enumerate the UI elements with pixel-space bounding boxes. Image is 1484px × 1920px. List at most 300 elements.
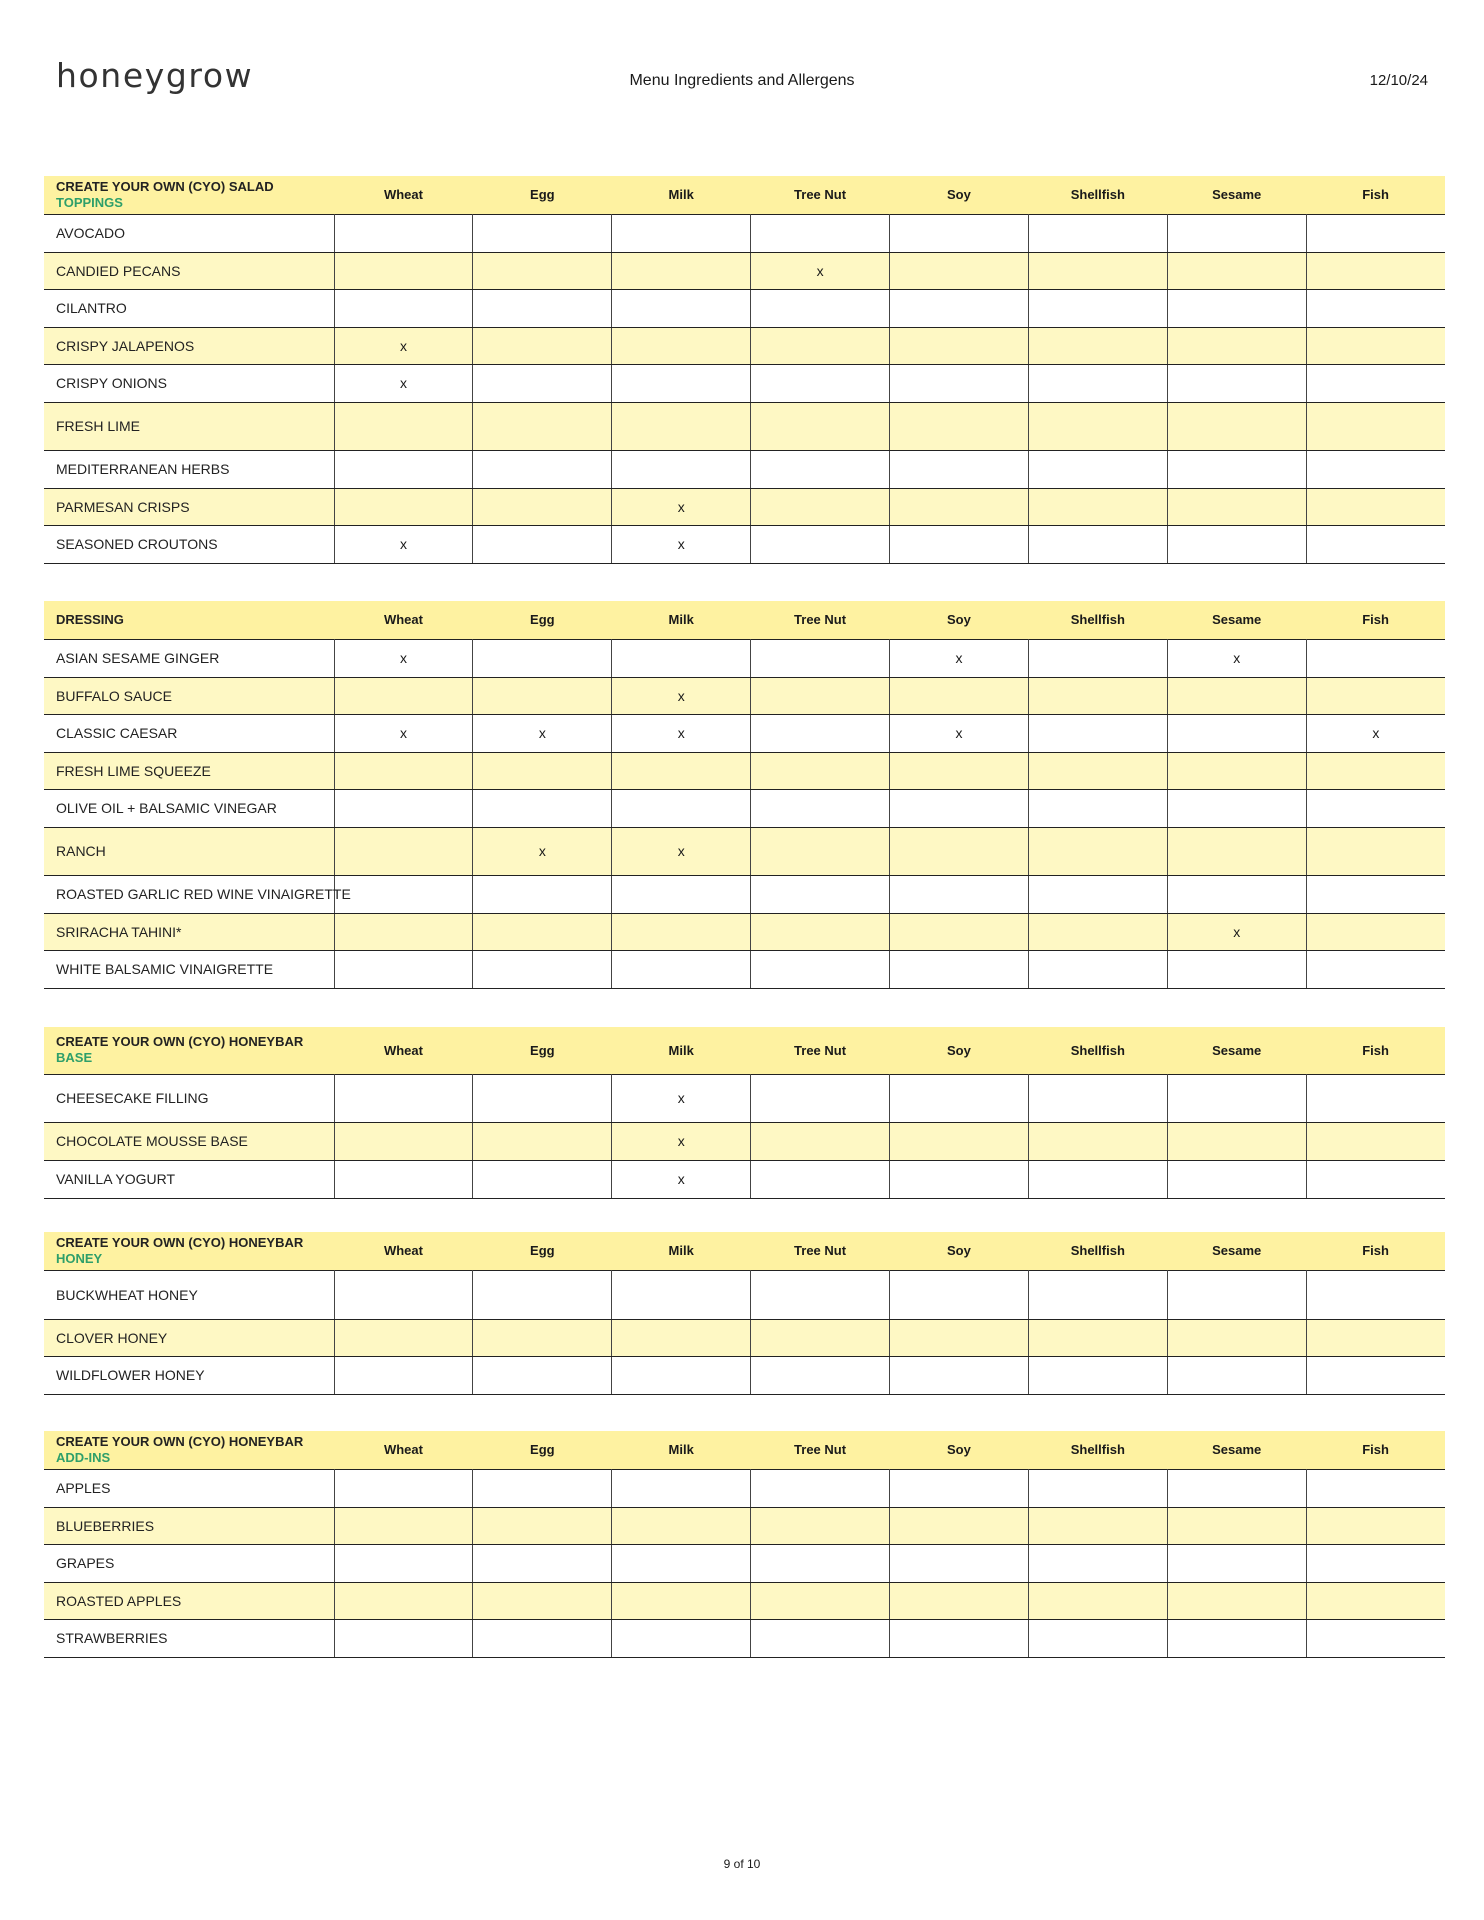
table-row (44, 450, 1445, 488)
allergen-cell: x (473, 714, 612, 752)
allergen-cell (1167, 327, 1306, 364)
allergen-cell (334, 1270, 473, 1319)
column-header-fish: Fish (1362, 1442, 1389, 1458)
allergen-cell: x (751, 252, 890, 289)
menu-item-name: CANDIED PECANS (44, 252, 334, 289)
allergen-cell (1028, 827, 1167, 875)
allergen-cell (1028, 402, 1167, 450)
allergen-table (44, 1232, 1445, 1395)
column-header-sesame: Sesame (1212, 1442, 1262, 1458)
table-row (44, 1270, 1445, 1319)
table-header-row (44, 1027, 1445, 1074)
allergen-cell (890, 364, 1029, 402)
allergen-cell (612, 1582, 751, 1619)
menu-item-name: WILDFLOWER HONEY (44, 1356, 334, 1394)
allergen-cell (1028, 1619, 1167, 1657)
table-row (44, 1507, 1445, 1544)
column-header-tree-nut: Tree Nut (794, 612, 847, 628)
allergen-cell (473, 639, 612, 677)
allergen-cell (1306, 1469, 1445, 1507)
allergen-cell: x (612, 677, 751, 714)
allergen-cell (612, 1507, 751, 1544)
allergen-cell (751, 327, 890, 364)
allergen-cell (612, 364, 751, 402)
menu-item-name: WHITE BALSAMIC VINAIGRETTE (44, 950, 334, 988)
allergen-cell (612, 289, 751, 327)
allergen-cell (1028, 1319, 1167, 1356)
column-header-wheat: Wheat (383, 612, 423, 628)
section-subtitle: BASE (56, 1050, 93, 1066)
menu-item-name: MEDITERRANEAN HERBS (44, 450, 334, 488)
allergen-cell (334, 1319, 473, 1356)
allergen-cell (612, 639, 751, 677)
table-row (44, 1619, 1445, 1657)
allergen-cell (473, 950, 612, 988)
section-heading (44, 1232, 334, 1270)
allergen-cell (1167, 214, 1306, 252)
allergen-cell (751, 289, 890, 327)
section-title: CREATE YOUR OWN (CYO) HONEYBAR (56, 1234, 304, 1250)
allergen-cell (1028, 1074, 1167, 1122)
allergen-cell (751, 1160, 890, 1198)
menu-item-name: FRESH LIME SQUEEZE (44, 752, 334, 789)
section-subtitle: HONEY (56, 1250, 103, 1266)
allergen-cell (473, 1270, 612, 1319)
allergen-cell: x (612, 1074, 751, 1122)
table-row (44, 525, 1445, 563)
allergen-cell (473, 1544, 612, 1582)
allergen-cell (1028, 789, 1167, 827)
column-header-shellfish: Shellfish (1070, 1042, 1125, 1058)
allergen-cell (1167, 450, 1306, 488)
table-row (44, 950, 1445, 988)
allergen-cell (751, 1619, 890, 1657)
allergen-cell (1306, 252, 1445, 289)
column-header-fish: Fish (1362, 187, 1389, 203)
allergen-cell (890, 525, 1029, 563)
allergen-cell (751, 1544, 890, 1582)
menu-item-name: BUFFALO SAUCE (44, 677, 334, 714)
allergen-cell (473, 1160, 612, 1198)
allergen-cell (1028, 1507, 1167, 1544)
allergen-cell (1167, 488, 1306, 525)
allergen-cell (1167, 525, 1306, 563)
allergen-cell (1028, 364, 1167, 402)
allergen-cell (1306, 950, 1445, 988)
column-header-milk: Milk (668, 1442, 694, 1458)
allergen-cell (473, 1469, 612, 1507)
allergen-cell (1167, 789, 1306, 827)
allergen-cell (890, 214, 1029, 252)
allergen-cell (751, 875, 890, 913)
allergen-cell (612, 789, 751, 827)
page-number: 9 of 10 (723, 1857, 761, 1871)
menu-item-name: CRISPY JALAPENOS (44, 327, 334, 364)
menu-item-name: CILANTRO (44, 289, 334, 327)
column-header-egg: Egg (530, 1243, 555, 1259)
allergen-cell (1306, 827, 1445, 875)
allergen-cell (612, 402, 751, 450)
allergen-cell (473, 252, 612, 289)
allergen-cell: x (612, 525, 751, 563)
allergen-cell (334, 214, 473, 252)
table-header-row (44, 1431, 1445, 1469)
allergen-cell (473, 789, 612, 827)
allergen-cell (612, 1319, 751, 1356)
column-header-sesame: Sesame (1212, 1042, 1262, 1058)
allergen-cell (612, 1356, 751, 1394)
column-header-fish: Fish (1362, 1042, 1389, 1058)
allergen-cell (1306, 402, 1445, 450)
allergen-cell (751, 913, 890, 950)
table-row (44, 1582, 1445, 1619)
table-row (44, 1469, 1445, 1507)
allergen-cell (334, 875, 473, 913)
allergen-cell (890, 402, 1029, 450)
menu-item-name: CLOVER HONEY (44, 1319, 334, 1356)
column-header-shellfish: Shellfish (1070, 1442, 1125, 1458)
allergen-cell (751, 402, 890, 450)
allergen-cell (1306, 1582, 1445, 1619)
section-title: CREATE YOUR OWN (CYO) HONEYBAR (56, 1433, 304, 1449)
allergen-cell (1306, 214, 1445, 252)
allergen-cell (473, 289, 612, 327)
allergen-cell: x (334, 327, 473, 364)
allergen-cell: x (612, 714, 751, 752)
allergen-cell (334, 1507, 473, 1544)
allergen-cell (1306, 677, 1445, 714)
allergen-cell (751, 214, 890, 252)
allergen-cell (1306, 289, 1445, 327)
section-title: CREATE YOUR OWN (CYO) HONEYBAR (56, 1034, 304, 1050)
allergen-cell (1028, 1122, 1167, 1160)
column-header-sesame: Sesame (1212, 612, 1262, 628)
allergen-cell (473, 402, 612, 450)
table-row (44, 252, 1445, 289)
allergen-cell (473, 1319, 612, 1356)
allergen-cell (612, 913, 751, 950)
allergen-cell: x (334, 525, 473, 563)
allergen-cell (473, 1356, 612, 1394)
allergen-cell (1028, 525, 1167, 563)
allergen-cell (1028, 639, 1167, 677)
column-header-fish: Fish (1362, 612, 1389, 628)
allergen-cell: x (334, 714, 473, 752)
allergen-cell: x (612, 1160, 751, 1198)
allergen-cell (1167, 1582, 1306, 1619)
allergen-cell (1028, 1544, 1167, 1582)
allergen-cell (890, 327, 1029, 364)
allergen-cell (1028, 677, 1167, 714)
allergen-cell (1167, 1356, 1306, 1394)
allergen-cell (1306, 1507, 1445, 1544)
allergen-cell (473, 488, 612, 525)
allergen-cell (1167, 875, 1306, 913)
column-header-milk: Milk (668, 187, 694, 203)
table-row (44, 1319, 1445, 1356)
allergen-cell (1167, 1319, 1306, 1356)
allergen-cell: x (334, 639, 473, 677)
allergen-cell (1028, 714, 1167, 752)
allergen-cell (1028, 950, 1167, 988)
menu-item-name: ASIAN SESAME GINGER (44, 639, 334, 677)
allergen-cell (334, 1469, 473, 1507)
allergen-cell (890, 289, 1029, 327)
allergen-cell (1028, 1270, 1167, 1319)
allergen-cell: x (890, 639, 1029, 677)
menu-item-name: FRESH LIME (44, 402, 334, 450)
table-row (44, 327, 1445, 364)
allergen-cell (1028, 1582, 1167, 1619)
allergen-cell (334, 677, 473, 714)
allergen-cell (1167, 364, 1306, 402)
section-heading (44, 1027, 334, 1074)
table-row (44, 1544, 1445, 1582)
allergen-cell (1167, 402, 1306, 450)
column-header-soy: Soy (947, 1243, 971, 1259)
allergen-cell (1306, 488, 1445, 525)
column-header-milk: Milk (668, 1243, 694, 1259)
section-title: CREATE YOUR OWN (CYO) SALAD (56, 178, 274, 194)
allergen-cell (334, 752, 473, 789)
allergen-cell (890, 450, 1029, 488)
allergen-cell: x (334, 364, 473, 402)
table-row (44, 827, 1445, 875)
column-header-tree-nut: Tree Nut (794, 1042, 847, 1058)
menu-item-name: CHOCOLATE MOUSSE BASE (44, 1122, 334, 1160)
allergen-cell (890, 677, 1029, 714)
allergen-cell (612, 1270, 751, 1319)
allergen-cell (890, 488, 1029, 525)
table-row (44, 1160, 1445, 1198)
allergen-cell (751, 714, 890, 752)
column-header-sesame: Sesame (1212, 187, 1262, 203)
table-row (44, 364, 1445, 402)
allergen-cell (751, 1507, 890, 1544)
allergen-cell (1028, 450, 1167, 488)
column-header-egg: Egg (530, 1442, 555, 1458)
allergen-cell (1167, 1074, 1306, 1122)
allergen-cell: x (1167, 639, 1306, 677)
allergen-cell (751, 950, 890, 988)
allergen-cell (890, 1319, 1029, 1356)
column-header-soy: Soy (947, 187, 971, 203)
allergen-cell (1028, 752, 1167, 789)
allergen-cell (1306, 450, 1445, 488)
menu-item-name: GRAPES (44, 1544, 334, 1582)
column-header-egg: Egg (530, 612, 555, 628)
allergen-cell (334, 1122, 473, 1160)
allergen-cell (1167, 1507, 1306, 1544)
allergen-cell (751, 450, 890, 488)
menu-item-name: CLASSIC CAESAR (44, 714, 334, 752)
allergen-cell (751, 525, 890, 563)
table-row (44, 214, 1445, 252)
allergen-cell (1167, 1122, 1306, 1160)
table-row (44, 714, 1445, 752)
allergen-cell (612, 950, 751, 988)
allergen-cell (334, 950, 473, 988)
allergen-cell (334, 252, 473, 289)
allergen-cell (1167, 677, 1306, 714)
allergen-cell (890, 1356, 1029, 1394)
column-header-soy: Soy (947, 1042, 971, 1058)
allergen-cell (334, 1356, 473, 1394)
allergen-cell (1028, 214, 1167, 252)
allergen-cell (1306, 1356, 1445, 1394)
allergen-cell (1028, 875, 1167, 913)
allergen-cell (473, 913, 612, 950)
allergen-cell (1167, 289, 1306, 327)
allergen-cell (612, 1544, 751, 1582)
allergen-cell (334, 1582, 473, 1619)
column-header-milk: Milk (668, 1042, 694, 1058)
allergen-cell (751, 1319, 890, 1356)
allergen-cell (751, 1074, 890, 1122)
allergen-cell (890, 1507, 1029, 1544)
allergen-cell (473, 364, 612, 402)
allergen-cell (751, 1270, 890, 1319)
allergen-cell (1028, 1469, 1167, 1507)
column-header-shellfish: Shellfish (1070, 612, 1125, 628)
allergen-cell (334, 488, 473, 525)
column-header-tree-nut: Tree Nut (794, 187, 847, 203)
menu-item-name: ROASTED GARLIC RED WINE VINAIGRETTE (44, 875, 334, 913)
table-row (44, 488, 1445, 525)
allergen-cell (1167, 1544, 1306, 1582)
column-header-wheat: Wheat (383, 1243, 423, 1259)
allergen-cell (1306, 875, 1445, 913)
section-subtitle: ADD-INS (56, 1449, 111, 1465)
column-header-tree-nut: Tree Nut (794, 1243, 847, 1259)
allergen-cell (1167, 950, 1306, 988)
table-row (44, 752, 1445, 789)
allergen-cell (890, 1582, 1029, 1619)
allergen-cell (751, 677, 890, 714)
menu-item-name: PARMESAN CRISPS (44, 488, 334, 525)
column-header-egg: Egg (530, 187, 555, 203)
menu-item-name: AVOCADO (44, 214, 334, 252)
menu-item-name: SEASONED CROUTONS (44, 525, 334, 563)
allergen-table (44, 1431, 1445, 1658)
allergen-cell (890, 1544, 1029, 1582)
allergen-cell (751, 752, 890, 789)
allergen-cell (473, 450, 612, 488)
allergen-cell (612, 1469, 751, 1507)
brand-logo: honeygrow (56, 56, 254, 95)
document-date: 12/10/24 (1369, 72, 1428, 89)
allergen-cell (1306, 1319, 1445, 1356)
allergen-cell (473, 875, 612, 913)
allergen-cell (890, 1619, 1029, 1657)
section-heading (44, 1431, 334, 1469)
menu-item-name: CHEESECAKE FILLING (44, 1074, 334, 1122)
table-row (44, 789, 1445, 827)
column-header-wheat: Wheat (383, 1442, 423, 1458)
allergen-cell (890, 1074, 1029, 1122)
allergen-cell (890, 1160, 1029, 1198)
allergen-cell (473, 525, 612, 563)
allergen-cell (1306, 1619, 1445, 1657)
allergen-cell (473, 677, 612, 714)
menu-item-name: RANCH (44, 827, 334, 875)
allergen-cell (890, 1469, 1029, 1507)
allergen-cell (334, 1544, 473, 1582)
table-row (44, 875, 1445, 913)
table-header-row (44, 176, 1445, 214)
table-row (44, 913, 1445, 950)
allergen-cell (890, 252, 1029, 289)
allergen-cell (473, 1074, 612, 1122)
allergen-cell (1028, 488, 1167, 525)
allergen-cell (612, 752, 751, 789)
column-header-egg: Egg (530, 1042, 555, 1058)
allergen-cell (1306, 1270, 1445, 1319)
allergen-cell (334, 1619, 473, 1657)
allergen-cell (890, 789, 1029, 827)
allergen-cell (334, 913, 473, 950)
menu-item-name: STRAWBERRIES (44, 1619, 334, 1657)
menu-item-name: APPLES (44, 1469, 334, 1507)
allergen-cell (334, 402, 473, 450)
column-header-milk: Milk (668, 612, 694, 628)
allergen-cell (1167, 1160, 1306, 1198)
column-header-soy: Soy (947, 612, 971, 628)
allergen-cell (890, 913, 1029, 950)
column-header-shellfish: Shellfish (1070, 187, 1125, 203)
allergen-table (44, 176, 1445, 564)
allergen-cell (1028, 289, 1167, 327)
allergen-cell (1167, 1619, 1306, 1657)
allergen-cell: x (612, 1122, 751, 1160)
allergen-cell (473, 752, 612, 789)
table-row (44, 1122, 1445, 1160)
section-heading (44, 176, 334, 214)
allergen-cell (890, 950, 1029, 988)
allergen-cell (1167, 714, 1306, 752)
allergen-cell (473, 1507, 612, 1544)
allergen-cell (612, 327, 751, 364)
allergen-cell (751, 639, 890, 677)
allergen-cell (1028, 1160, 1167, 1198)
allergen-cell (751, 1122, 890, 1160)
column-header-fish: Fish (1362, 1243, 1389, 1259)
allergen-cell (334, 289, 473, 327)
allergen-cell: x (1306, 714, 1445, 752)
allergen-cell (1306, 913, 1445, 950)
document-title: Menu Ingredients and Allergens (629, 72, 855, 89)
allergen-cell (1167, 752, 1306, 789)
allergen-cell (473, 1122, 612, 1160)
allergen-cell (1306, 1074, 1445, 1122)
section-subtitle: TOPPINGS (56, 194, 123, 210)
allergen-cell (473, 1582, 612, 1619)
column-header-shellfish: Shellfish (1070, 1243, 1125, 1259)
allergen-cell (1306, 364, 1445, 402)
allergen-cell: x (612, 827, 751, 875)
allergen-cell (751, 789, 890, 827)
table-row (44, 1356, 1445, 1394)
allergen-cell (751, 827, 890, 875)
allergen-cell (890, 1270, 1029, 1319)
menu-item-name: SRIRACHA TAHINI* (44, 913, 334, 950)
column-header-wheat: Wheat (383, 187, 423, 203)
table-header-row (44, 601, 1445, 639)
allergen-cell (751, 1356, 890, 1394)
allergen-cell (1167, 1270, 1306, 1319)
allergen-cell (1028, 1356, 1167, 1394)
allergen-cell (473, 1619, 612, 1657)
